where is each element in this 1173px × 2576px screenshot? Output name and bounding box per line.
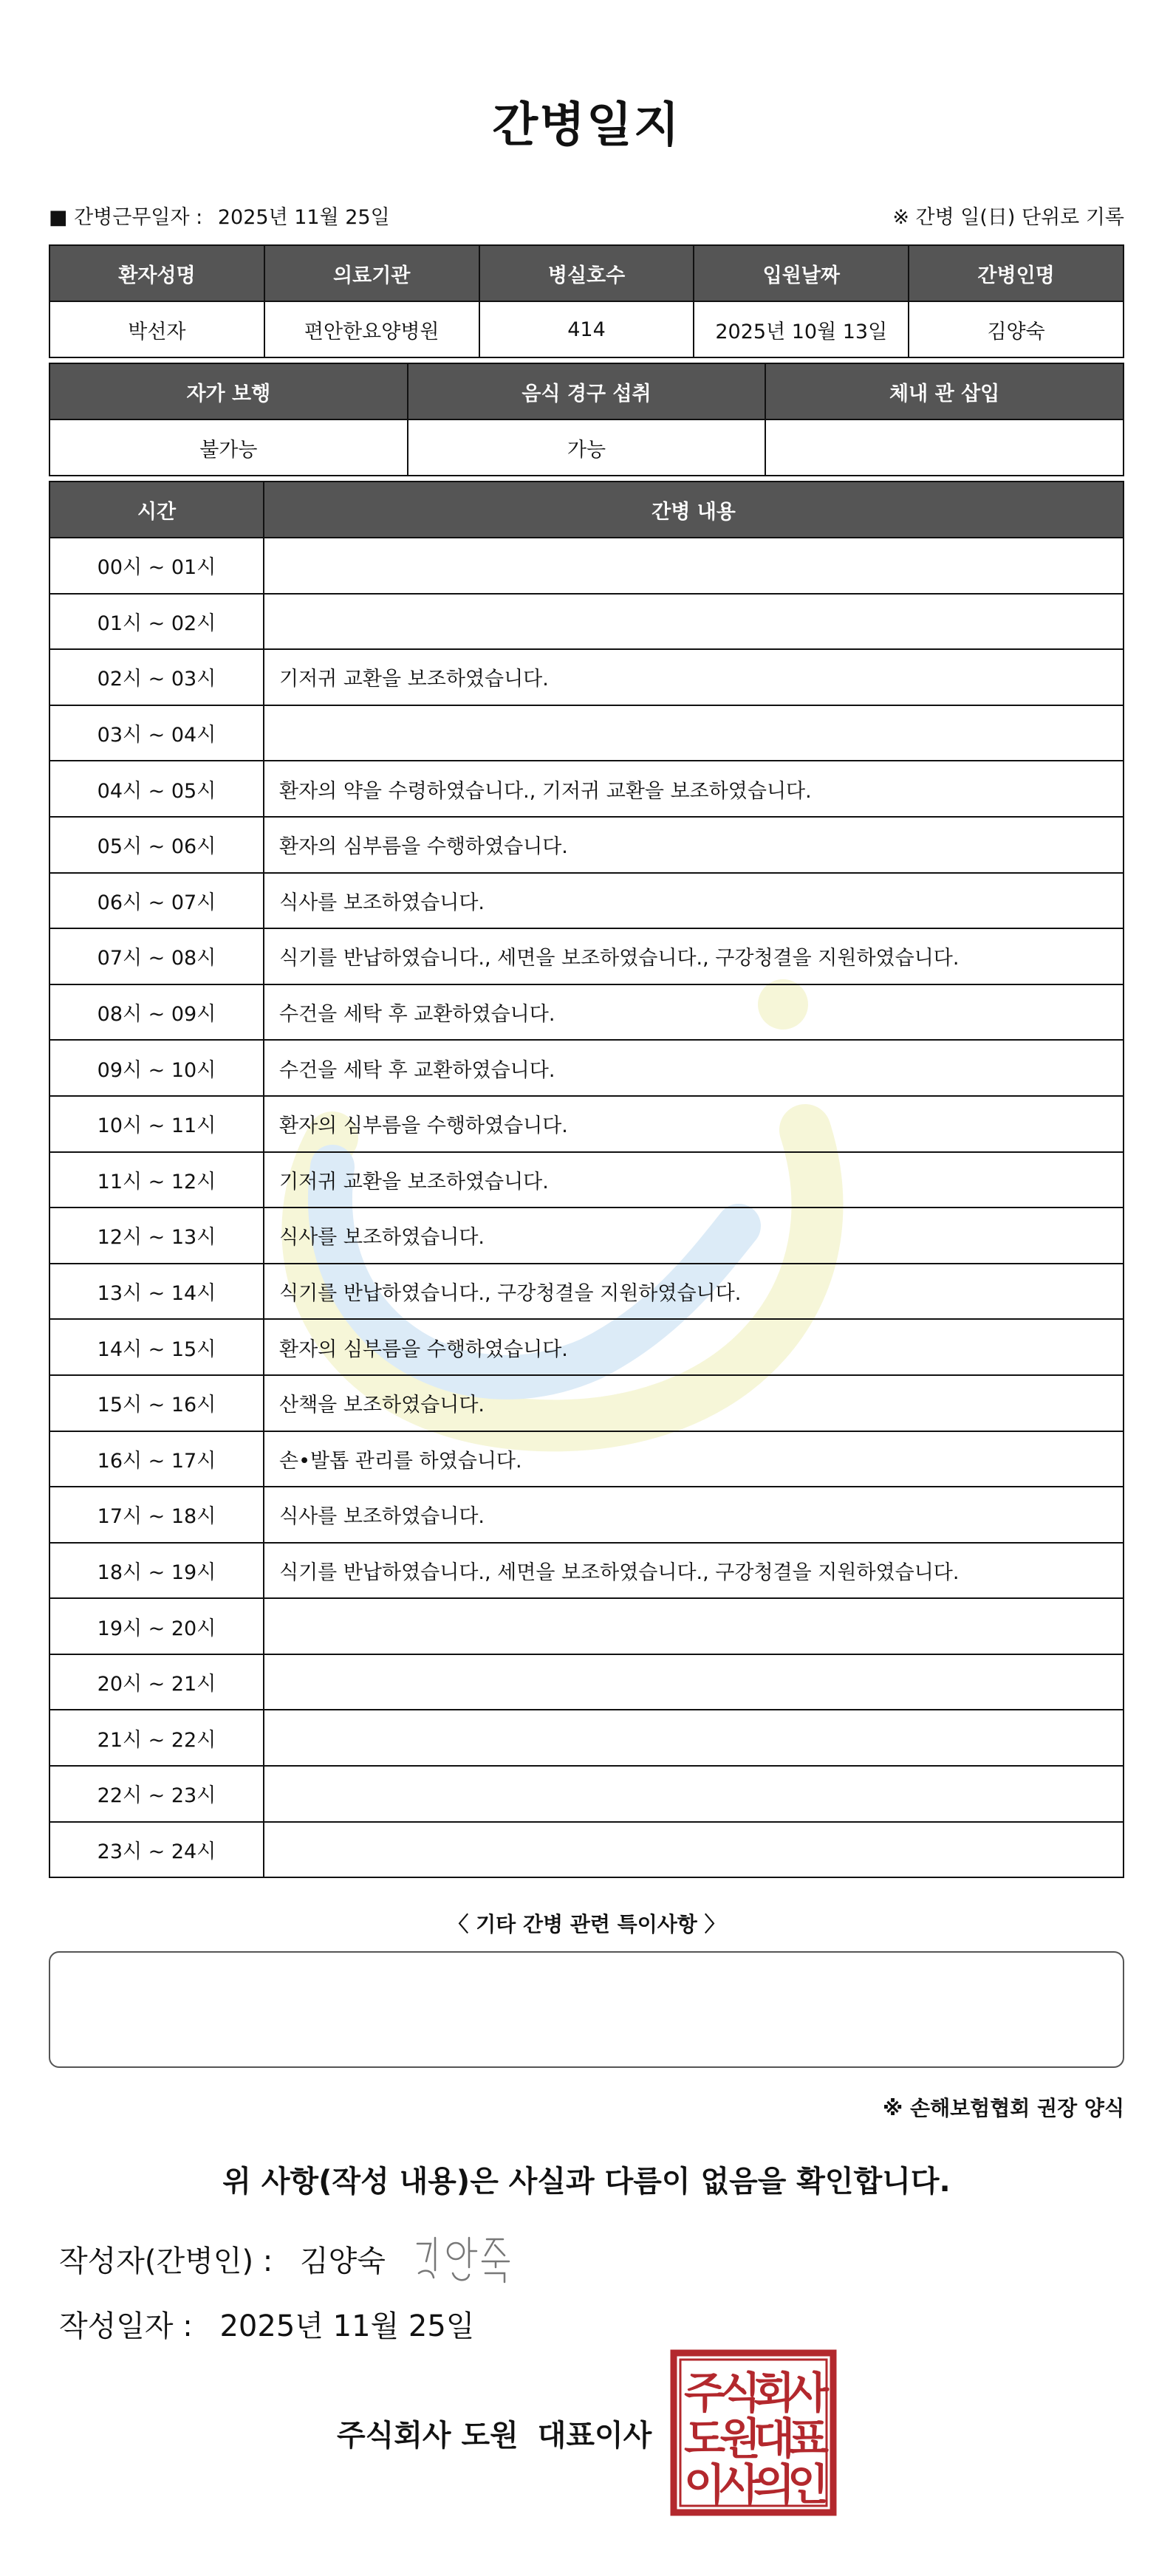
log-time-cell: 15시 ~ 16시 [49, 1375, 264, 1431]
log-time-cell: 17시 ~ 18시 [49, 1487, 264, 1543]
log-time-cell: 04시 ~ 05시 [49, 761, 264, 817]
log-time-cell: 00시 ~ 01시 [49, 538, 264, 594]
svg-text:사: 사 [787, 2368, 830, 2418]
log-time-cell: 21시 ~ 22시 [49, 1710, 264, 1766]
log-row [49, 873, 1124, 929]
hospital-name: 편안한요양병원 [264, 301, 479, 357]
log-row [49, 1040, 1124, 1096]
log-row [49, 649, 1124, 705]
log-time-cell: 06시 ~ 07시 [49, 873, 264, 929]
header-caregiver-name: 간병인명 [909, 245, 1124, 301]
svg-text:도: 도 [683, 2414, 726, 2464]
log-row [49, 1710, 1124, 1766]
svg-text:식: 식 [719, 2368, 762, 2418]
log-row [49, 1766, 1124, 1822]
log-time-cell: 23시 ~ 24시 [49, 1822, 264, 1878]
log-body [49, 538, 1124, 1877]
header-oral-intake: 음식 경구 섭취 [408, 363, 766, 419]
writer-line [59, 2238, 386, 2280]
patient-name: 박선자 [49, 301, 264, 357]
tube-insertion-value [765, 419, 1124, 476]
log-content-cell: 기저귀 교환을 보조하였습니다. [264, 649, 1124, 705]
log-content-cell [264, 1822, 1124, 1878]
log-row [49, 1208, 1124, 1264]
log-content-cell: 환자의 심부름을 수행하였습니다. [264, 1096, 1124, 1152]
log-content-cell [264, 1598, 1124, 1654]
header-hospital: 의료기관 [264, 245, 479, 301]
svg-text:주: 주 [683, 2368, 726, 2418]
log-content-cell: 손•발톱 관리를 하였습니다. [264, 1431, 1124, 1487]
log-time-cell: 11시 ~ 12시 [49, 1152, 264, 1208]
work-date [49, 201, 390, 230]
log-row [49, 538, 1124, 594]
log-row [49, 1375, 1124, 1431]
log-time-cell: 03시 ~ 04시 [49, 705, 264, 761]
patient-info-header-row [49, 245, 1124, 301]
log-content-cell [264, 1710, 1124, 1766]
log-time-cell: 20시 ~ 21시 [49, 1654, 264, 1710]
log-content-cell: 식사를 보조하였습니다. [264, 873, 1124, 929]
patient-status-table [49, 363, 1124, 476]
header-admission-date: 입원날짜 [694, 245, 909, 301]
page-title: 간병일지 [492, 98, 681, 153]
special-notes-title: 〈 기타 간병 관련 특이사항 〉 [448, 1912, 725, 1936]
writer-label: 작성자(간병인) : [59, 2244, 273, 2278]
log-time-cell: 18시 ~ 19시 [49, 1543, 264, 1599]
oral-intake-value: 가능 [408, 419, 766, 476]
log-time-cell: 05시 ~ 06시 [49, 817, 264, 873]
svg-text:표: 표 [787, 2414, 830, 2464]
status-header-row [49, 363, 1124, 419]
log-row [49, 1654, 1124, 1710]
log-content-cell: 식기를 반납하였습니다., 세면을 보조하였습니다., 구강청결을 지원하였습니다. [264, 928, 1124, 984]
written-date-line [59, 2303, 474, 2345]
log-row [49, 1822, 1124, 1878]
log-time-cell: 02시 ~ 03시 [49, 649, 264, 705]
log-time-cell: 22시 ~ 23시 [49, 1766, 264, 1822]
log-content-cell: 환자의 심부름을 수행하였습니다. [264, 817, 1124, 873]
log-row [49, 984, 1124, 1041]
company-line [337, 2412, 652, 2454]
header-time: 시간 [49, 482, 264, 538]
log-content-cell: 환자의 약을 수령하였습니다., 기저귀 교환을 보조하였습니다. [264, 761, 1124, 817]
log-row [49, 594, 1124, 650]
log-content-cell [264, 1654, 1124, 1710]
log-content-cell [264, 705, 1124, 761]
log-content-cell: 식사를 보조하였습니다. [264, 1208, 1124, 1264]
log-time-cell: 19시 ~ 20시 [49, 1598, 264, 1654]
representative-title: 대표이사 [537, 2419, 652, 2453]
log-row [49, 928, 1124, 984]
caregiver-name: 김양숙 [909, 301, 1124, 357]
status-value-row [49, 419, 1124, 476]
log-time-cell: 12시 ~ 13시 [49, 1208, 264, 1264]
writer-name: 김양숙 [299, 2244, 386, 2278]
header-care-content: 간병 내용 [264, 482, 1124, 538]
admission-date: 2025년 10월 13일 [694, 301, 909, 357]
log-row [49, 1598, 1124, 1654]
self-walking-value: 불가능 [49, 419, 408, 476]
log-row [49, 705, 1124, 761]
special-notes-box [49, 1951, 1124, 2068]
log-row [49, 1096, 1124, 1152]
log-row [49, 1431, 1124, 1487]
log-content-cell [264, 538, 1124, 594]
log-content-cell [264, 1766, 1124, 1822]
log-header-row [49, 482, 1124, 538]
log-time-cell: 16시 ~ 17시 [49, 1431, 264, 1487]
form-source-note: ※ 손해보험협회 권장 양식 [883, 2096, 1124, 2120]
svg-text:사: 사 [719, 2459, 762, 2510]
patient-info-table [49, 244, 1124, 358]
log-content-cell: 기저귀 교환을 보조하였습니다. [264, 1152, 1124, 1208]
svg-text:이: 이 [683, 2459, 726, 2510]
header-patient-name: 환자성명 [49, 245, 264, 301]
log-content-cell: 수건을 세탁 후 교환하였습니다. [264, 984, 1124, 1041]
written-date-label: 작성일자 : [59, 2309, 193, 2343]
header-room: 병실호수 [479, 245, 694, 301]
log-row [49, 1152, 1124, 1208]
log-content-cell: 환자의 심부름을 수행하였습니다. [264, 1319, 1124, 1375]
log-row [49, 1543, 1124, 1599]
log-content-cell: 수건을 세탁 후 교환하였습니다. [264, 1040, 1124, 1096]
log-row [49, 1319, 1124, 1375]
svg-text:원: 원 [719, 2414, 762, 2464]
log-content-cell: 식기를 반납하였습니다., 구강청결을 지원하였습니다. [264, 1264, 1124, 1320]
log-row [49, 1487, 1124, 1543]
log-time-cell: 08시 ~ 09시 [49, 984, 264, 1041]
header-tube-insertion: 체내 관 삽입 [765, 363, 1124, 419]
log-content-cell: 식기를 반납하였습니다., 세면을 보조하였습니다., 구강청결을 지원하였습니다. [264, 1543, 1124, 1599]
company-name: 주식회사 도원 [337, 2419, 519, 2453]
log-time-cell: 10시 ~ 11시 [49, 1096, 264, 1152]
work-date-label: ■ 간병근무일자 : [49, 206, 203, 229]
log-content-cell: 식사를 보조하였습니다. [264, 1487, 1124, 1543]
unit-note: ※ 간병 일(日) 단위로 기록 [892, 206, 1124, 229]
log-time-cell: 14시 ~ 15시 [49, 1319, 264, 1375]
svg-text:회: 회 [753, 2368, 796, 2418]
log-row [49, 817, 1124, 873]
log-content-cell [264, 594, 1124, 650]
handwritten-signature [410, 2229, 528, 2288]
confirmation-statement: 위 사항(작성 내용)은 사실과 다름이 없음을 확인합니다. [222, 2165, 951, 2199]
svg-text:대: 대 [753, 2414, 796, 2464]
log-time-cell: 07시 ~ 08시 [49, 928, 264, 984]
log-content-cell: 산책을 보조하였습니다. [264, 1375, 1124, 1431]
company-seal-stamp [669, 2349, 838, 2517]
log-time-cell: 13시 ~ 14시 [49, 1264, 264, 1320]
log-row [49, 761, 1124, 817]
log-time-cell: 09시 ~ 10시 [49, 1040, 264, 1096]
written-date-value: 2025년 11월 25일 [219, 2309, 475, 2343]
room-number: 414 [479, 301, 694, 357]
patient-info-value-row [49, 301, 1124, 357]
work-date-value: 2025년 11월 25일 [217, 206, 390, 229]
log-time-cell: 01시 ~ 02시 [49, 594, 264, 650]
hourly-care-log-table [49, 481, 1124, 1878]
log-row [49, 1264, 1124, 1320]
svg-text:의: 의 [753, 2459, 796, 2510]
header-self-walking: 자가 보행 [49, 363, 408, 419]
svg-text:인: 인 [787, 2459, 830, 2510]
